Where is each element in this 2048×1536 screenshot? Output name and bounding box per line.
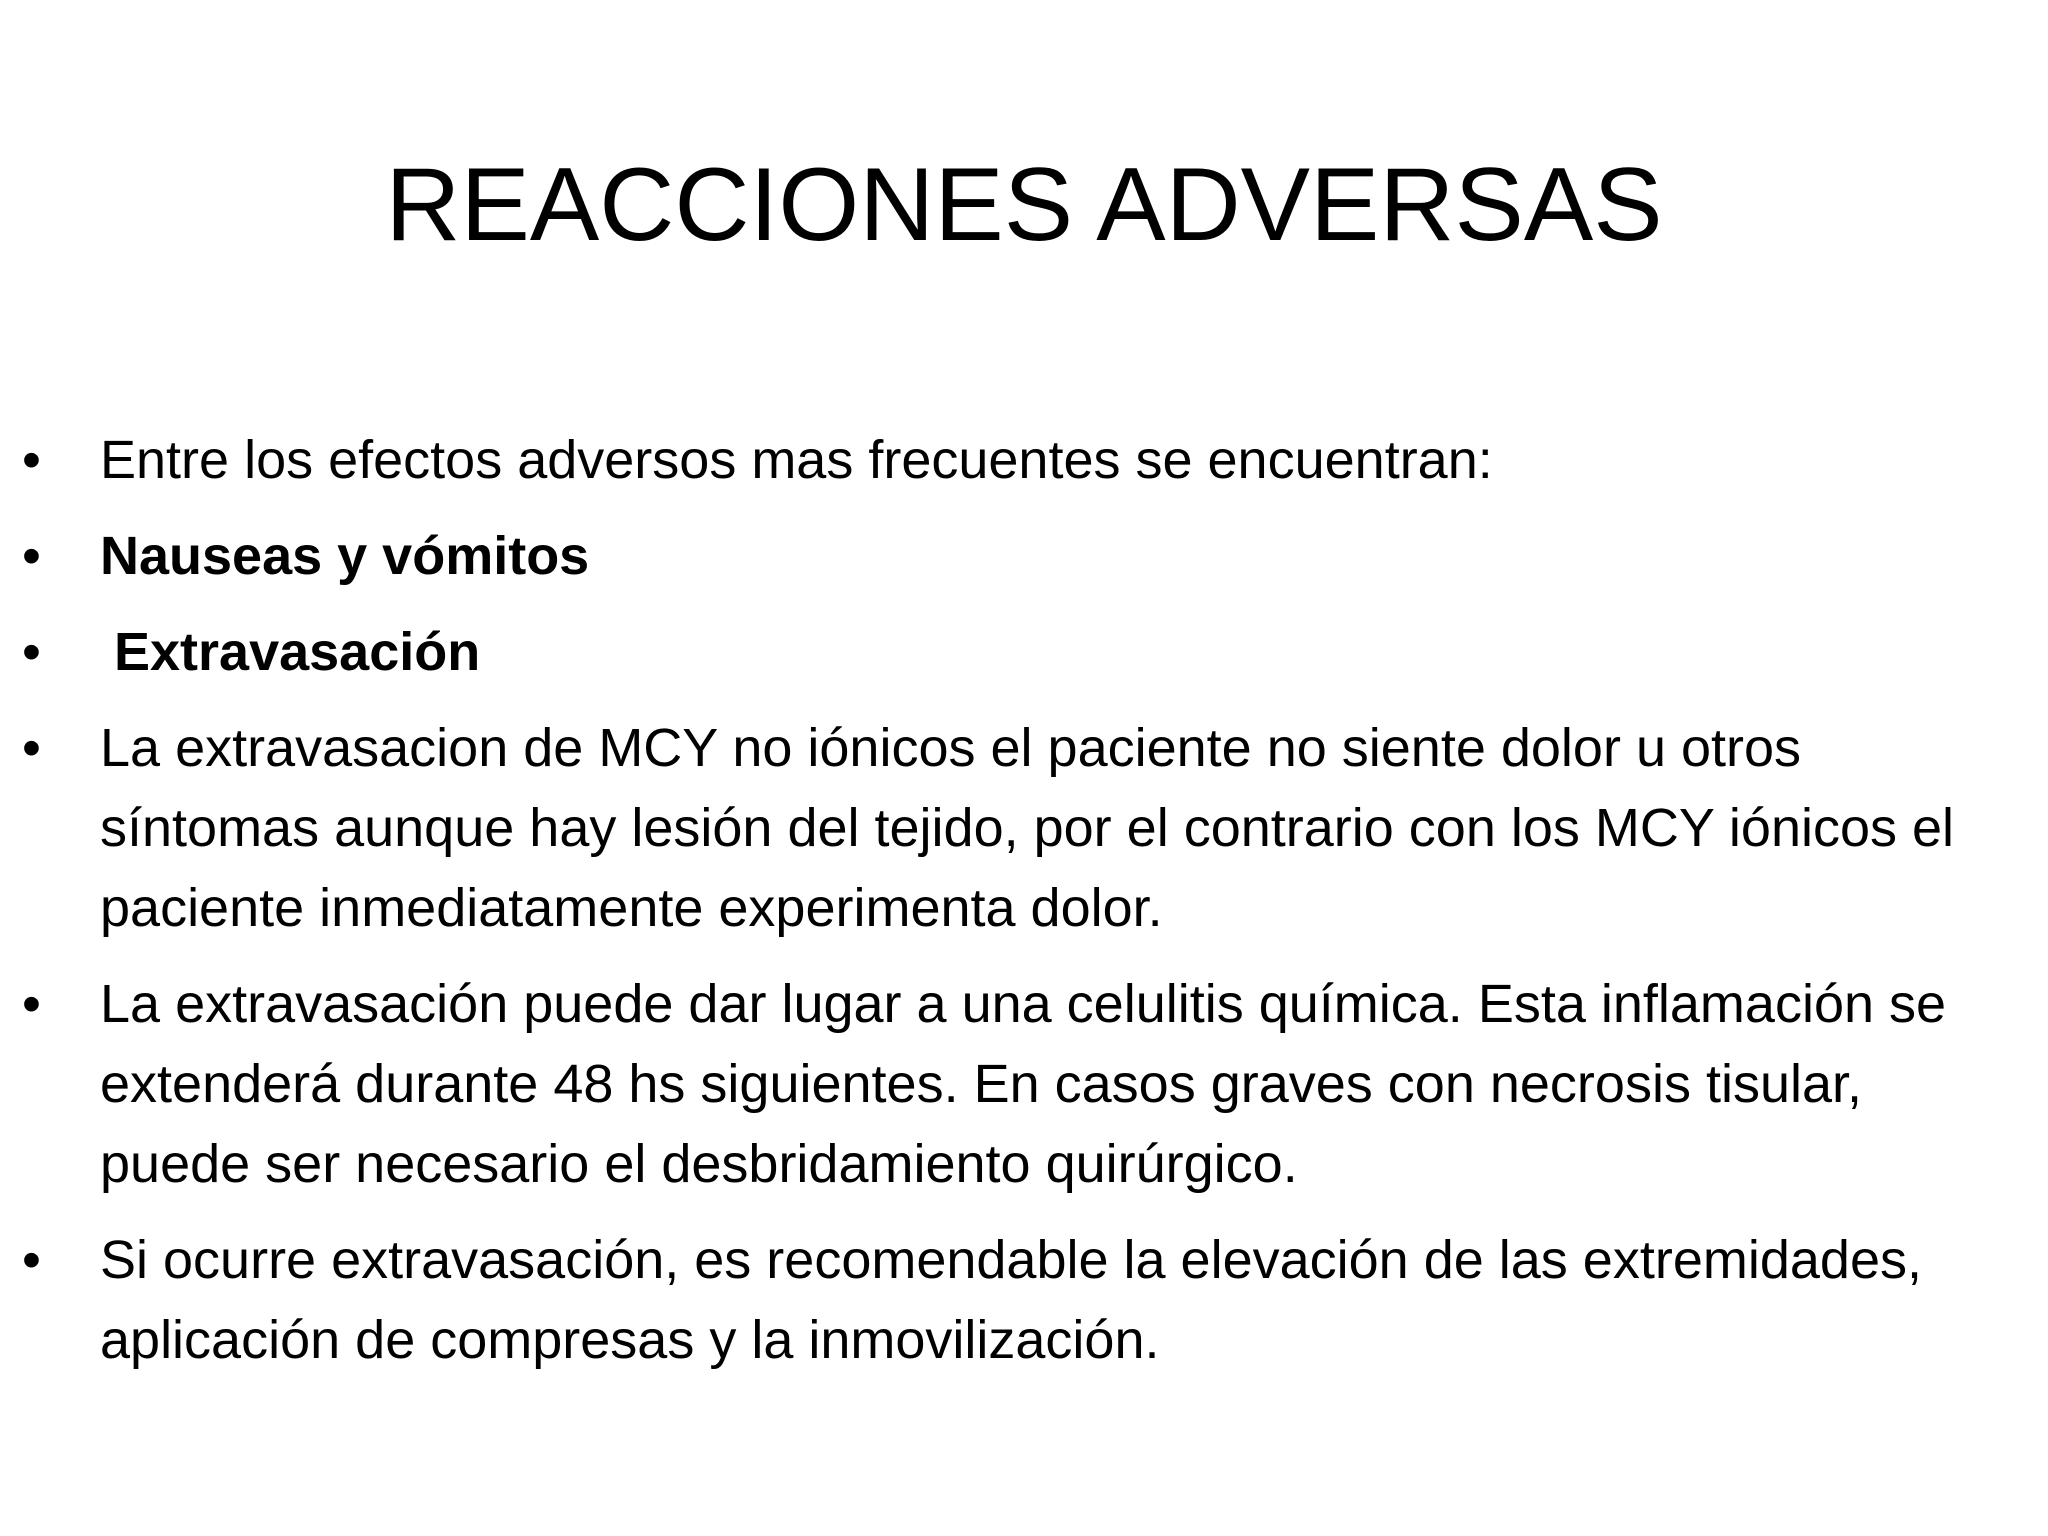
- bullet-list: [0, 420, 2048, 1396]
- bullet-icon: •: [22, 526, 41, 586]
- bullet-icon: •: [22, 718, 41, 778]
- bullet-text: La extravasación puede dar lugar a una celulitis química. Esta inflamación se extenderá durante 48 hs siguientes. En casos graves con necrosis tisular, puede ser necesario el desbridamiento quirúrgico.: [100, 974, 1947, 1194]
- bullet-text: Si ocurre extravasación, es recomendable la elevación de las extremidades, aplicación de compresas y la inmovilización.: [100, 1230, 1922, 1370]
- bullet-item-mcy: [0, 708, 2048, 948]
- bullet-icon: •: [22, 622, 41, 682]
- bullet-item-extravasacion: [0, 612, 2048, 692]
- bullet-icon: •: [22, 430, 41, 490]
- bullet-item-nauseas: [0, 516, 2048, 596]
- slide-title: REACCIONES ADVERSAS: [385, 147, 1663, 263]
- bullet-item-recomendacion: [0, 1220, 2048, 1380]
- bullet-item-intro: [0, 420, 2048, 500]
- bullet-item-celulitis: [0, 964, 2048, 1204]
- bullet-text: La extravasacion de MCY no iónicos el paciente no siente dolor u otros síntomas aunque hay lesión del tejido, por el contrario con los MCY iónicos el paciente inmediatamente experimenta dolor.: [100, 718, 1955, 938]
- bullet-icon: •: [22, 1230, 41, 1290]
- bullet-text: Entre los efectos adversos mas frecuentes se encuentran:: [100, 430, 1493, 490]
- bullet-icon: •: [22, 974, 41, 1034]
- bullet-text: Extravasación: [114, 622, 481, 682]
- bullet-text: Nauseas y vómitos: [100, 526, 590, 586]
